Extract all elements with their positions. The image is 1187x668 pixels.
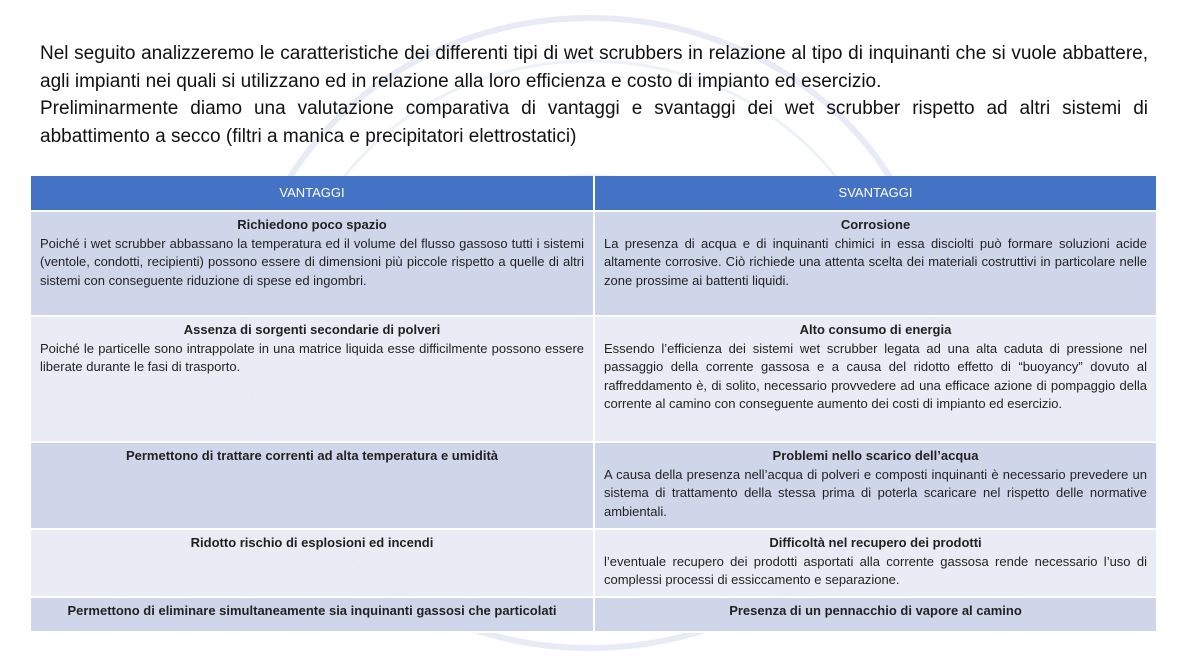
intro-paragraph-1: Nel seguito analizzeremo le caratteristiche dei differenti tipi di wet scrubbers in relazione al tipo di inquinanti che si vuole abbattere, agli impianti nei quali si utilizzano ed in relazione alla loro efficienza e costo di impianto ed esercizio. [40, 43, 1148, 92]
table-row [31, 529, 1157, 597]
advantage-cell [31, 211, 594, 316]
disadvantage-cell [594, 529, 1157, 597]
disadvantage-cell [594, 442, 1157, 529]
table-row [31, 316, 1157, 442]
advantage-cell [31, 597, 594, 632]
disadvantage-text: La presenza di acqua e di inquinanti chimici in essa disciolti può formare soluzioni acide altamente corrosive. Ciò richiede una attenta scelta dei materiali costruttivi in particolare nelle zone prossime ai battenti liquidi. [604, 235, 1147, 288]
disadvantage-cell [594, 597, 1157, 632]
disadvantage-title: Presenza di un pennacchio di vapore al camino [729, 603, 1022, 618]
disadvantage-text: Essendo l’efficienza dei sistemi wet scrubber legata ad una alta caduta di pressione nel passaggio della corrente gassosa e a causa del ridotto effetto di “buoyancy” dovuto al raffreddamento è, di solito, necessario provvedere ad una efficace azione di pompaggio della corrente al camino con conseguente aumento dei costi di impianto ed esercizio. [604, 340, 1147, 411]
disadvantage-cell [594, 316, 1157, 442]
advantage-cell [31, 442, 594, 529]
disadvantage-title: Problemi nello scarico dell’acqua [772, 448, 979, 463]
disadvantage-cell [594, 211, 1157, 316]
table-header-row [31, 176, 1157, 211]
disadvantage-title: Alto consumo di energia [799, 322, 952, 337]
table-row [31, 597, 1157, 632]
comparison-table [31, 176, 1158, 633]
advantage-text: Poiché le particelle sono intrappolate in una matrice liquida esse difficilmente possono essere liberate durante le fasi di trasporto. [40, 340, 584, 374]
disadvantage-title: Difficoltà nel recupero dei prodotti [769, 535, 982, 550]
intro-paragraph-2: Preliminarmente diamo una valutazione comparativa di vantaggi e svantaggi dei wet scrubber rispetto ad altri sistemi di abbattimento a secco (filtri a manica e precipitatori elettrostatici) [40, 98, 1148, 147]
table-row [31, 442, 1157, 529]
advantage-text: Poiché i wet scrubber abbassano la temperatura ed il volume del flusso gassoso tutti i sistemi (ventole, condotti, recipienti) possono essere di dimensioni più piccole rispetto a quelle di altri sistemi con conseguente riduzione di spese ed ingombri. [40, 235, 584, 288]
advantage-title: Permettono di trattare correnti ad alta temperatura e umidità [125, 448, 499, 463]
advantage-title: Ridotto rischio di esplosioni ed incendi [190, 535, 434, 550]
disadvantage-text: A causa della presenza nell’acqua di polveri e composti inquinanti è necessario prevedere un sistema di trattamento della stessa prima di poterla scaricare nel rispetto delle normative ambientali. [604, 466, 1147, 519]
table-row [31, 211, 1157, 316]
advantage-cell [31, 529, 594, 597]
advantage-title: Richiedono poco spazio [237, 217, 387, 232]
advantage-cell [31, 316, 594, 442]
header-svantaggi: SVANTAGGI [594, 176, 1157, 211]
intro-text [40, 40, 1148, 150]
disadvantage-title: Corrosione [840, 217, 911, 232]
disadvantage-text: l’eventuale recupero dei prodotti asportati alla corrente gassosa rende necessario l’uso di complessi processi di essiccamento e separazione. [604, 553, 1147, 587]
advantage-title: Permettono di eliminare simultaneamente sia inquinanti gassosi che particolati [67, 603, 557, 618]
header-vantaggi: VANTAGGI [31, 176, 594, 211]
advantage-title: Assenza di sorgenti secondarie di polveri [183, 322, 441, 337]
